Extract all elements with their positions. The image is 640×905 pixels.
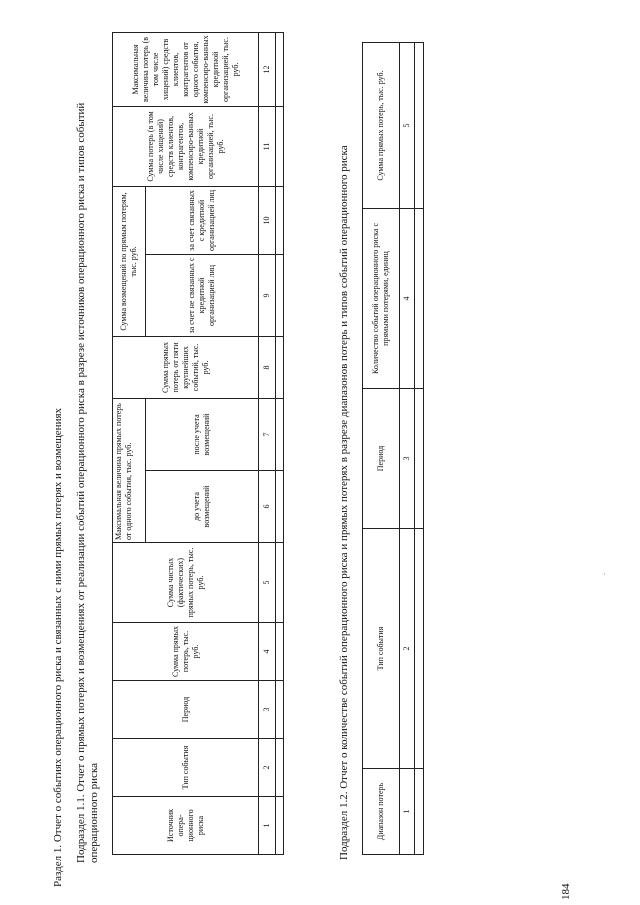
header-after-recovery: после учета возмещений — [146, 398, 259, 470]
event-count-table — [362, 42, 424, 855]
header-top5-losses: Сумма прямых потерь от пяти крупнейших событий, тыс. руб. — [113, 336, 259, 398]
header-net-losses: Сумма чистых (фактических) прямых потерь, тыс. руб. — [113, 543, 259, 623]
header-source: Источник опера-ционного риска — [113, 797, 259, 855]
column-number: 5 — [259, 543, 276, 623]
column-number-row — [400, 43, 415, 855]
header-loss-range: Диапазон потерь — [363, 769, 400, 855]
column-number: 2 — [259, 739, 276, 797]
losses-table — [112, 32, 284, 855]
header-recovery-unrelated: за счет не связанных с кредитной организацией лиц — [146, 254, 259, 336]
column-number: 3 — [400, 389, 415, 529]
stray-mark: . — [598, 573, 607, 575]
header-max-theft-loss: Максимальная величина потерь (в том числе хищений) средств клиентов, контрагентов от одного события, компенсиро-ванных кредитной организацией, тыс. руб. — [113, 32, 259, 106]
table-header-row — [113, 32, 146, 854]
column-number: 10 — [259, 186, 276, 254]
subsection-1-title: Подраздел 1.1. Отчет о прямых потерях и возмещениях от реализации событий операционного риска в разрезе источников операционного риска и типов событий операционного риска — [75, 102, 100, 863]
header-direct-losses: Сумма прямых потерь, тыс. руб. — [363, 43, 400, 209]
column-number: 9 — [259, 254, 276, 336]
column-number: 2 — [400, 529, 415, 769]
header-period: Период — [363, 389, 400, 529]
header-event-count: Количество событий операционного риска с прямыми потерями, единиц — [363, 209, 400, 389]
column-number: 8 — [259, 336, 276, 398]
table-row — [415, 43, 424, 855]
subsection-2-title: Подраздел 1.2. Отчет о количестве событий операционного риска и прямых потерях в разрезе диапазонов потерь и типов событий операционного риска — [338, 145, 350, 860]
header-theft-losses: Сумма потерь (в том числе хищений) средств клиентов, контрагентов, компенсиро-ванных кредитной организацией, тыс. руб. — [113, 106, 259, 186]
header-recovery-group: Сумма возмещений по прямым потерям, тыс. руб. — [113, 186, 146, 336]
table-header-row — [363, 43, 400, 855]
column-number: 7 — [259, 398, 276, 470]
column-number: 6 — [259, 471, 276, 543]
header-direct-losses: Сумма прямых потерь, тыс. руб. — [113, 623, 259, 681]
column-number: 3 — [259, 681, 276, 739]
page-number: 184 — [560, 883, 572, 900]
column-number: 4 — [259, 623, 276, 681]
column-number: 1 — [400, 769, 415, 855]
column-number: 5 — [400, 43, 415, 209]
header-before-recovery: до учета возмещений — [146, 471, 259, 543]
header-event-type: Тип события — [113, 739, 259, 797]
column-number-row — [259, 32, 276, 854]
column-number: 1 — [259, 797, 276, 855]
header-recovery-related: за счет связанных с кредитной организацией лиц — [146, 186, 259, 254]
column-number: 12 — [259, 32, 276, 106]
section-title: Раздел 1. Отчет о событиях операционного риска и связанных с ними прямых потерях и возмещениях — [52, 407, 64, 887]
column-number: 11 — [259, 106, 276, 186]
header-period: Период — [113, 681, 259, 739]
table-row — [276, 32, 284, 854]
header-max-loss-group: Максимальная величина прямых потерь от одного события, тыс. руб. — [113, 398, 146, 542]
header-event-type: Тип события — [363, 529, 400, 769]
column-number: 4 — [400, 209, 415, 389]
